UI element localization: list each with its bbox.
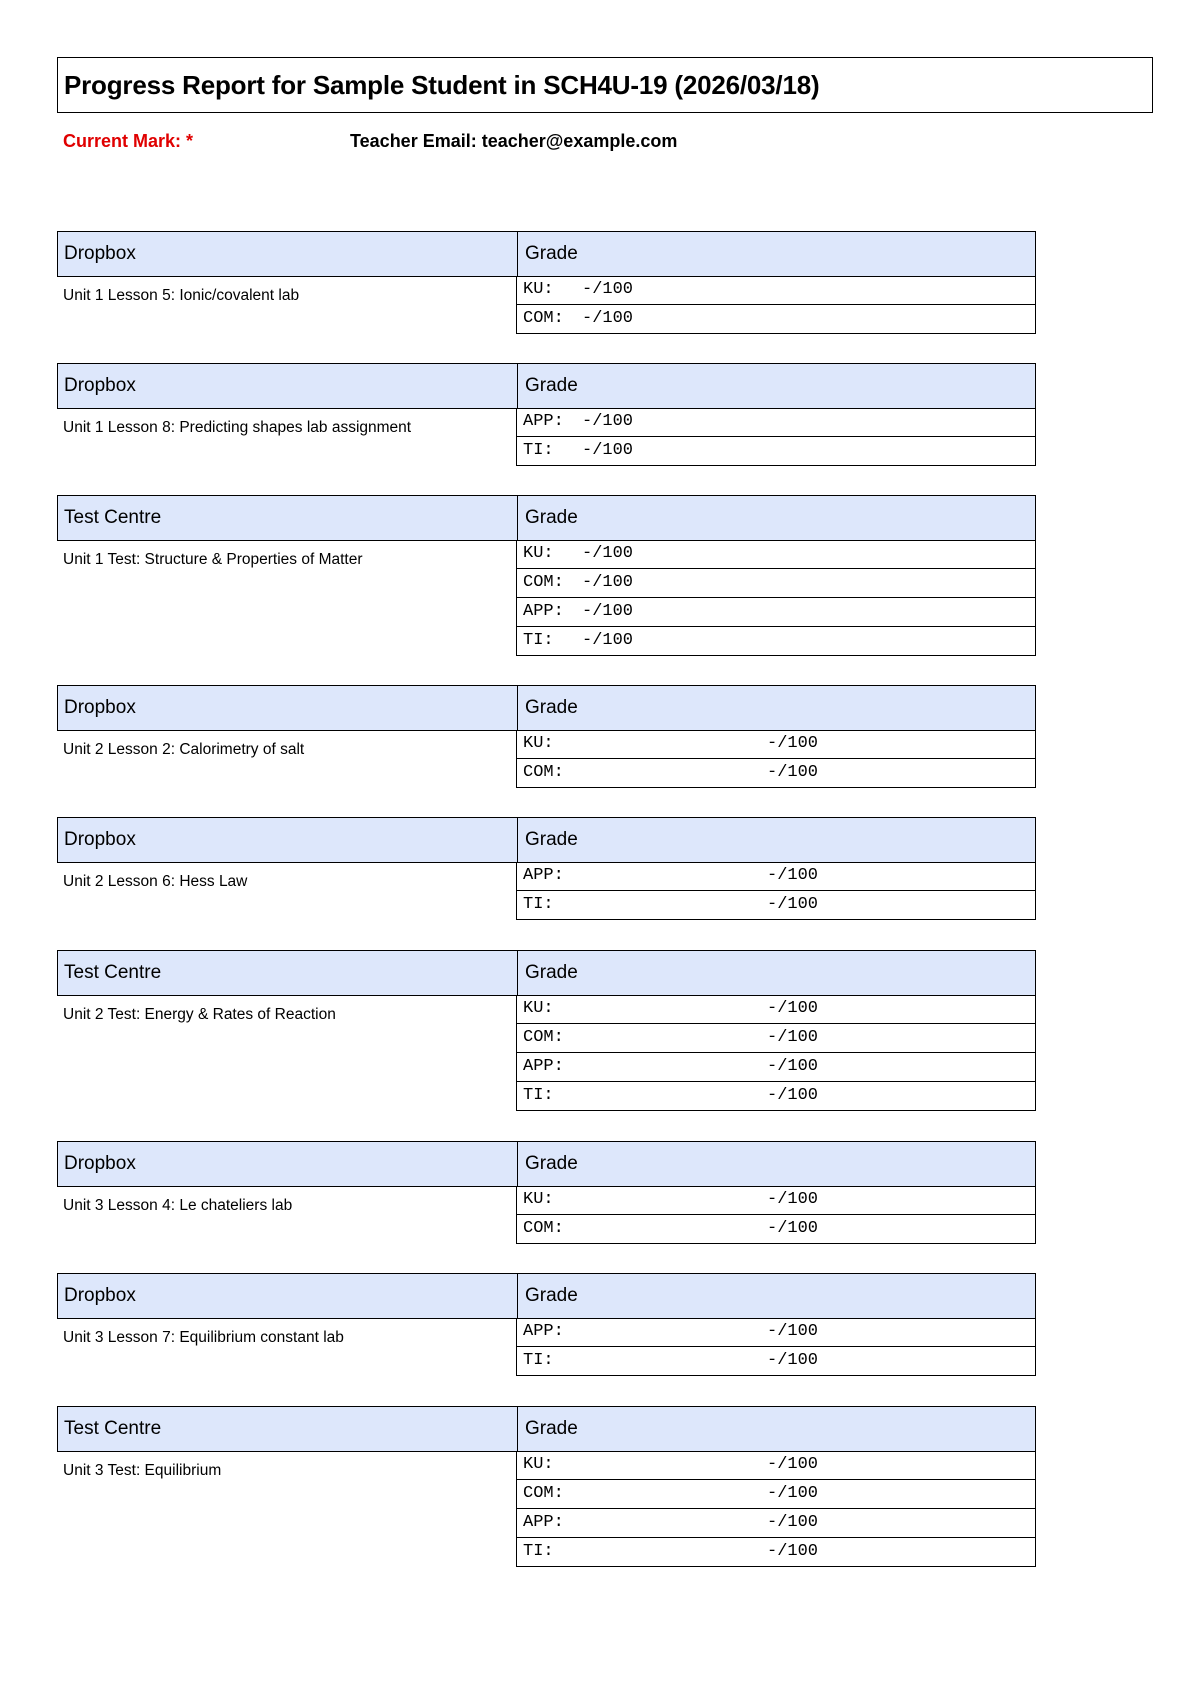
- grade-row: [516, 598, 1036, 627]
- grade-score: -/100: [767, 1322, 819, 1341]
- grade-rows: [516, 1451, 1036, 1567]
- grade-score: -/100: [767, 1086, 819, 1105]
- grade-column-label: Grade: [525, 1285, 578, 1306]
- section-header: [57, 817, 1036, 863]
- grade-score: -/100: [582, 280, 634, 299]
- section-type-label: Test Centre: [64, 962, 162, 983]
- assignment-name: Unit 1 Lesson 8: Predicting shapes lab assignment: [63, 419, 412, 436]
- grade-rows: [516, 1186, 1036, 1244]
- grade-column-label: Grade: [525, 1418, 578, 1439]
- grade-row: [516, 1082, 1036, 1111]
- grade-column-label: Grade: [525, 962, 578, 983]
- grade-row: [516, 540, 1036, 569]
- grade-category: COM:: [523, 309, 564, 328]
- grade-category: TI:: [523, 895, 554, 914]
- grade-rows: [516, 540, 1036, 656]
- grade-score: -/100: [582, 309, 634, 328]
- section-type-label: Dropbox: [64, 697, 136, 718]
- assignment-name: Unit 1 Test: Structure & Properties of Matter: [63, 551, 363, 568]
- grade-row: [516, 1538, 1036, 1567]
- grade-category: KU:: [523, 1190, 554, 1209]
- grade-row: [516, 1318, 1036, 1347]
- grade-column-label: Grade: [525, 829, 578, 850]
- section-header: [57, 1406, 1036, 1452]
- grade-score: -/100: [767, 734, 819, 753]
- current-mark: Current Mark: *: [63, 131, 194, 151]
- page-title: Progress Report for Sample Student in SCH4U-19 (2026/03/18): [64, 70, 820, 100]
- grade-score: -/100: [767, 1219, 819, 1238]
- grade-row: [516, 1186, 1036, 1215]
- grade-rows: [516, 408, 1036, 466]
- assignment-name: Unit 2 Lesson 6: Hess Law: [63, 873, 248, 890]
- grade-category: KU:: [523, 280, 554, 299]
- grade-category: APP:: [523, 1513, 564, 1532]
- section-type-label: Dropbox: [64, 1153, 136, 1174]
- section-header: [57, 363, 1036, 409]
- grade-score: -/100: [767, 1028, 819, 1047]
- grade-score: -/100: [582, 412, 634, 431]
- grade-score: -/100: [582, 602, 634, 621]
- grade-category: KU:: [523, 999, 554, 1018]
- grade-category: COM:: [523, 1484, 564, 1503]
- grade-category: KU:: [523, 734, 554, 753]
- grade-category: APP:: [523, 1057, 564, 1076]
- section-header: [57, 950, 1036, 996]
- section-type-label: Dropbox: [64, 375, 136, 396]
- grade-category: KU:: [523, 544, 554, 563]
- grade-score: -/100: [767, 1190, 819, 1209]
- grade-row: [516, 1480, 1036, 1509]
- section-header: [57, 1273, 1036, 1319]
- grade-category: TI:: [523, 1086, 554, 1105]
- assignment-name: Unit 2 Lesson 2: Calorimetry of salt: [63, 741, 305, 758]
- grade-column-label: Grade: [525, 697, 578, 718]
- grade-score: -/100: [582, 441, 634, 460]
- grade-category: COM:: [523, 763, 564, 782]
- section-type-label: Dropbox: [64, 829, 136, 850]
- grade-row: [516, 995, 1036, 1024]
- section-header: [57, 685, 1036, 731]
- grade-row: [516, 759, 1036, 788]
- grade-score: -/100: [767, 1057, 819, 1076]
- grade-rows: [516, 730, 1036, 788]
- section-header: [57, 231, 1036, 277]
- assignment-name: Unit 3 Test: Equilibrium: [63, 1462, 222, 1479]
- teacher-email: Teacher Email: teacher@example.com: [350, 131, 678, 151]
- grade-category: APP:: [523, 1322, 564, 1341]
- assignment-name: Unit 2 Test: Energy & Rates of Reaction: [63, 1006, 336, 1023]
- grade-rows: [516, 1318, 1036, 1376]
- grade-score: -/100: [767, 1484, 819, 1503]
- grade-category: TI:: [523, 1542, 554, 1561]
- grade-row: [516, 862, 1036, 891]
- grade-score: -/100: [767, 895, 819, 914]
- grade-category: APP:: [523, 866, 564, 885]
- grade-rows: [516, 276, 1036, 334]
- grade-score: -/100: [582, 544, 634, 563]
- grade-category: APP:: [523, 412, 564, 431]
- grade-row: [516, 1053, 1036, 1082]
- grade-category: COM:: [523, 1219, 564, 1238]
- grade-category: KU:: [523, 1455, 554, 1474]
- grade-score: -/100: [767, 999, 819, 1018]
- grade-category: COM:: [523, 1028, 564, 1047]
- assignment-name: Unit 3 Lesson 7: Equilibrium constant lab: [63, 1329, 344, 1346]
- section-header: [57, 1141, 1036, 1187]
- grade-row: [516, 1215, 1036, 1244]
- grade-row: [516, 437, 1036, 466]
- grade-score: -/100: [767, 763, 819, 782]
- grade-rows: [516, 995, 1036, 1111]
- grade-score: -/100: [767, 1351, 819, 1370]
- grade-row: [516, 408, 1036, 437]
- grade-category: TI:: [523, 441, 554, 460]
- assignment-name: Unit 3 Lesson 4: Le chateliers lab: [63, 1197, 293, 1214]
- grade-rows: [516, 862, 1036, 920]
- section-header: [57, 495, 1036, 541]
- grade-row: [516, 891, 1036, 920]
- grade-row: [516, 1024, 1036, 1053]
- grade-row: [516, 305, 1036, 334]
- assignment-name: Unit 1 Lesson 5: Ionic/covalent lab: [63, 287, 300, 304]
- grade-row: [516, 730, 1036, 759]
- grade-score: -/100: [767, 1542, 819, 1561]
- grade-column-label: Grade: [525, 243, 578, 264]
- section-type-label: Test Centre: [64, 1418, 162, 1439]
- grade-score: -/100: [582, 573, 634, 592]
- grade-row: [516, 276, 1036, 305]
- grade-row: [516, 1451, 1036, 1480]
- section-type-label: Test Centre: [64, 507, 162, 528]
- grade-category: TI:: [523, 631, 554, 650]
- section-type-label: Dropbox: [64, 1285, 136, 1306]
- grade-row: [516, 1509, 1036, 1538]
- grade-column-label: Grade: [525, 375, 578, 396]
- grade-column-label: Grade: [525, 1153, 578, 1174]
- grade-category: APP:: [523, 602, 564, 621]
- grade-row: [516, 1347, 1036, 1376]
- grade-score: -/100: [767, 1513, 819, 1532]
- grade-score: -/100: [767, 866, 819, 885]
- section-type-label: Dropbox: [64, 243, 136, 264]
- grade-score: -/100: [767, 1455, 819, 1474]
- grade-category: TI:: [523, 1351, 554, 1370]
- grade-row: [516, 569, 1036, 598]
- grade-score: -/100: [582, 631, 634, 650]
- grade-row: [516, 627, 1036, 656]
- grade-column-label: Grade: [525, 507, 578, 528]
- grade-category: COM:: [523, 573, 564, 592]
